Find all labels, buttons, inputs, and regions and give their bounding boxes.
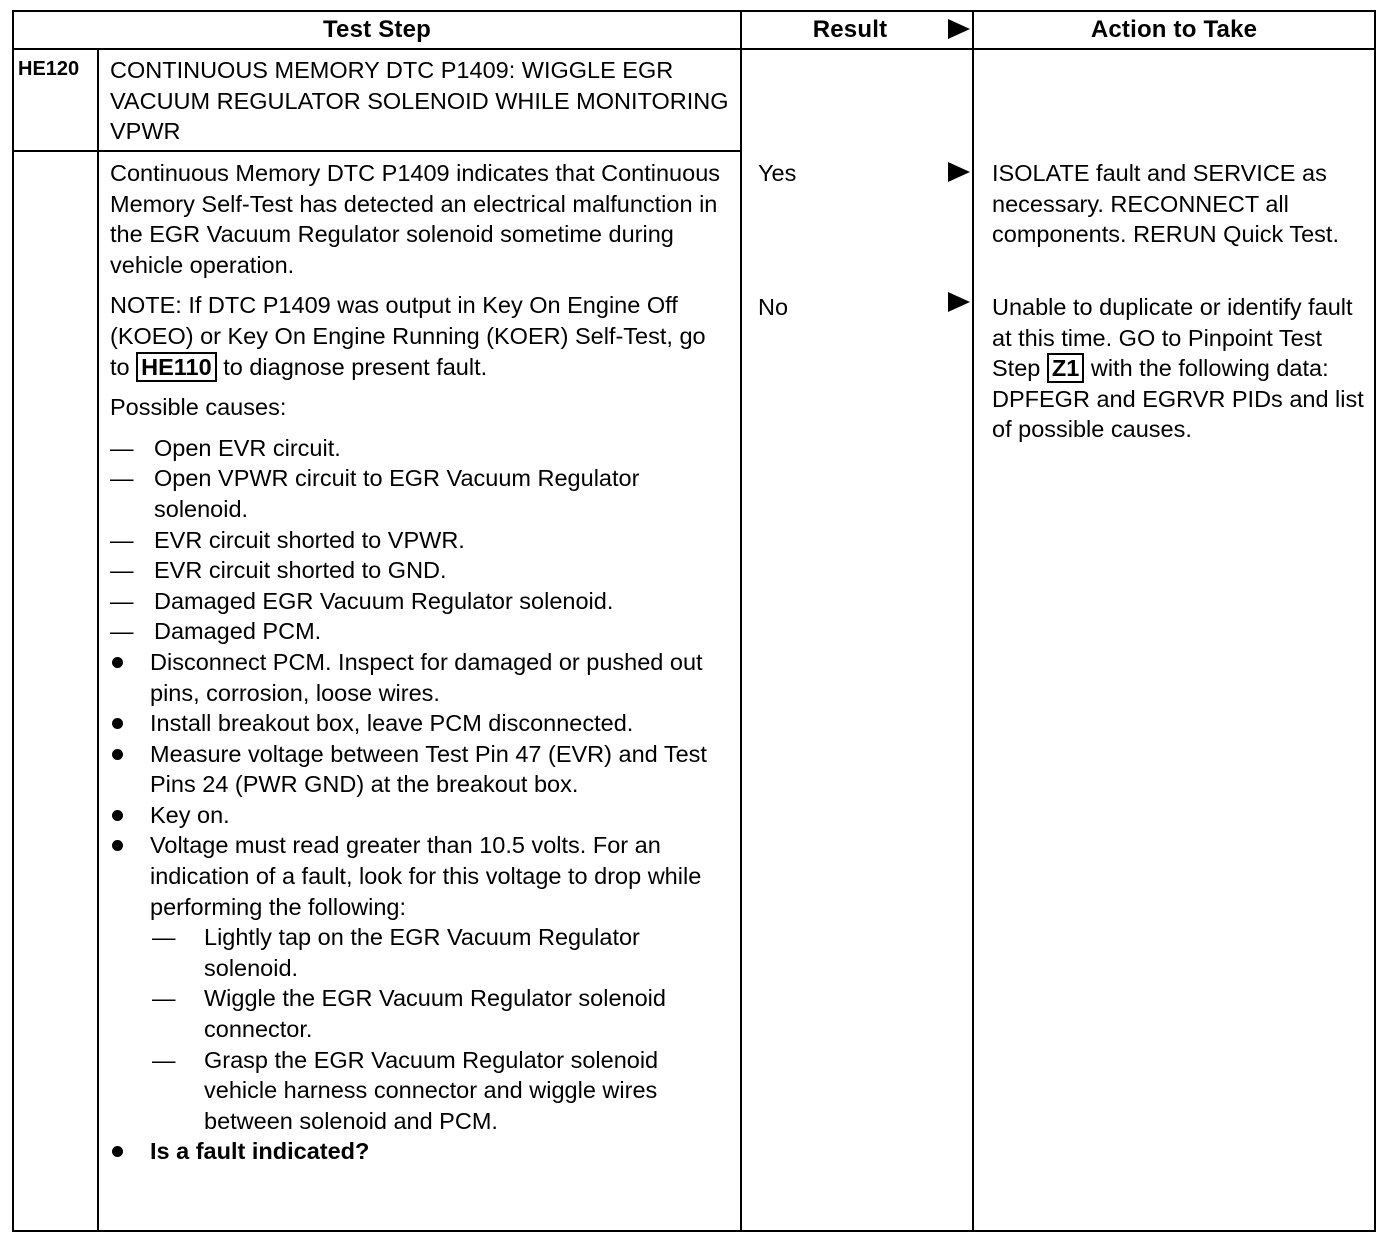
title-rule — [12, 150, 742, 152]
causes-label: Possible causes: — [110, 394, 287, 421]
step-item: Install breakout box, leave PCM disconnected. — [110, 708, 730, 739]
substep-item: — Lightly tap on the EGR Vacuum Regulator solenoid. — [152, 924, 640, 981]
question-item: Is a fault indicated? — [110, 1136, 730, 1167]
note-text — [110, 290, 730, 382]
no-action: Unable to duplicate or identify fault at this time. GO to Pinpoint Test Step Z1 with the following data: DPFEGR and EGRVR PIDs and list of possible causes. — [992, 294, 1364, 443]
bullet-icon — [112, 810, 123, 821]
steps-list — [110, 647, 730, 1167]
header-result: Result — [812, 16, 888, 43]
step-body — [110, 158, 730, 1167]
col-divider-action — [972, 10, 974, 1232]
causes-list — [110, 433, 730, 647]
yes-action: ISOLATE fault and SERVICE as necessary. RECONNECT all components. RERUN Quick Test. — [992, 160, 1339, 248]
result-yes: Yes — [758, 160, 797, 186]
step-id: HE120 — [18, 58, 80, 80]
header-test-step: Test Step — [322, 16, 432, 43]
step-item: Disconnect PCM. Inspect for damaged or pushed out pins, corrosion, loose wires. — [110, 647, 730, 708]
cause-item: — Open VPWR circuit to EGR Vacuum Regulator solenoid. — [110, 465, 640, 522]
cause-item: — Damaged EGR Vacuum Regulator solenoid. — [110, 587, 614, 614]
cause-item: — EVR circuit shorted to VPWR. — [110, 526, 465, 553]
step-item: Voltage must read greater than 10.5 volts. For an indication of a fault, look for this voltage to drop while performing the following: — [110, 830, 730, 922]
header-action: Action to Take — [1090, 16, 1258, 43]
step-item: Measure voltage between Test Pin 47 (EVR) and Test Pins 24 (PWR GND) at the breakout box. — [110, 739, 730, 800]
bullet-icon — [112, 840, 123, 851]
bullet-icon — [112, 749, 123, 760]
cause-item: — Damaged PCM. — [110, 618, 322, 645]
substeps-list — [110, 922, 730, 1136]
substep-item: — Wiggle the EGR Vacuum Regulator solenoid connector. — [152, 985, 666, 1043]
result-no: No — [758, 294, 789, 320]
bullet-icon — [112, 718, 123, 729]
bullet-icon — [112, 1146, 123, 1157]
note-ref-he110[interactable]: HE110 — [136, 352, 217, 382]
intro-text: Continuous Memory DTC P1409 indicates that Continuous Memory Self-Test has detected an electrical malfunction in the EGR Vacuum Regulator solenoid sometime during vehicle operation. — [110, 160, 721, 278]
substep-item: — Grasp the EGR Vacuum Regulator solenoid vehicle harness connector and wiggle wires between solenoid and PCM. — [152, 1046, 659, 1134]
note-after: to diagnose present fault. — [223, 353, 488, 380]
header-arrow-icon — [948, 19, 970, 39]
step-item: Key on. — [110, 800, 730, 831]
cause-item: — EVR circuit shorted to GND. — [110, 557, 447, 584]
no-action-ref-z1[interactable]: Z1 — [1047, 353, 1084, 383]
no-arrow-icon — [948, 292, 970, 312]
cause-item: — Open EVR circuit. — [110, 434, 341, 461]
bullet-icon — [112, 657, 123, 668]
col-divider-result — [740, 10, 742, 1232]
header-rule — [12, 48, 1376, 50]
yes-arrow-icon — [948, 162, 970, 182]
step-title: CONTINUOUS MEMORY DTC P1409: WIGGLE EGR VACUUM REGULATOR SOLENOID WHILE MONITORING VPWR — [110, 57, 729, 145]
col-divider-stepid — [97, 48, 99, 1232]
note-before: NOTE: If DTC P1409 was output in Key On Engine Off (KOEO) or Key On Engine Running (KOER) Self-Test, go to — [110, 292, 706, 380]
